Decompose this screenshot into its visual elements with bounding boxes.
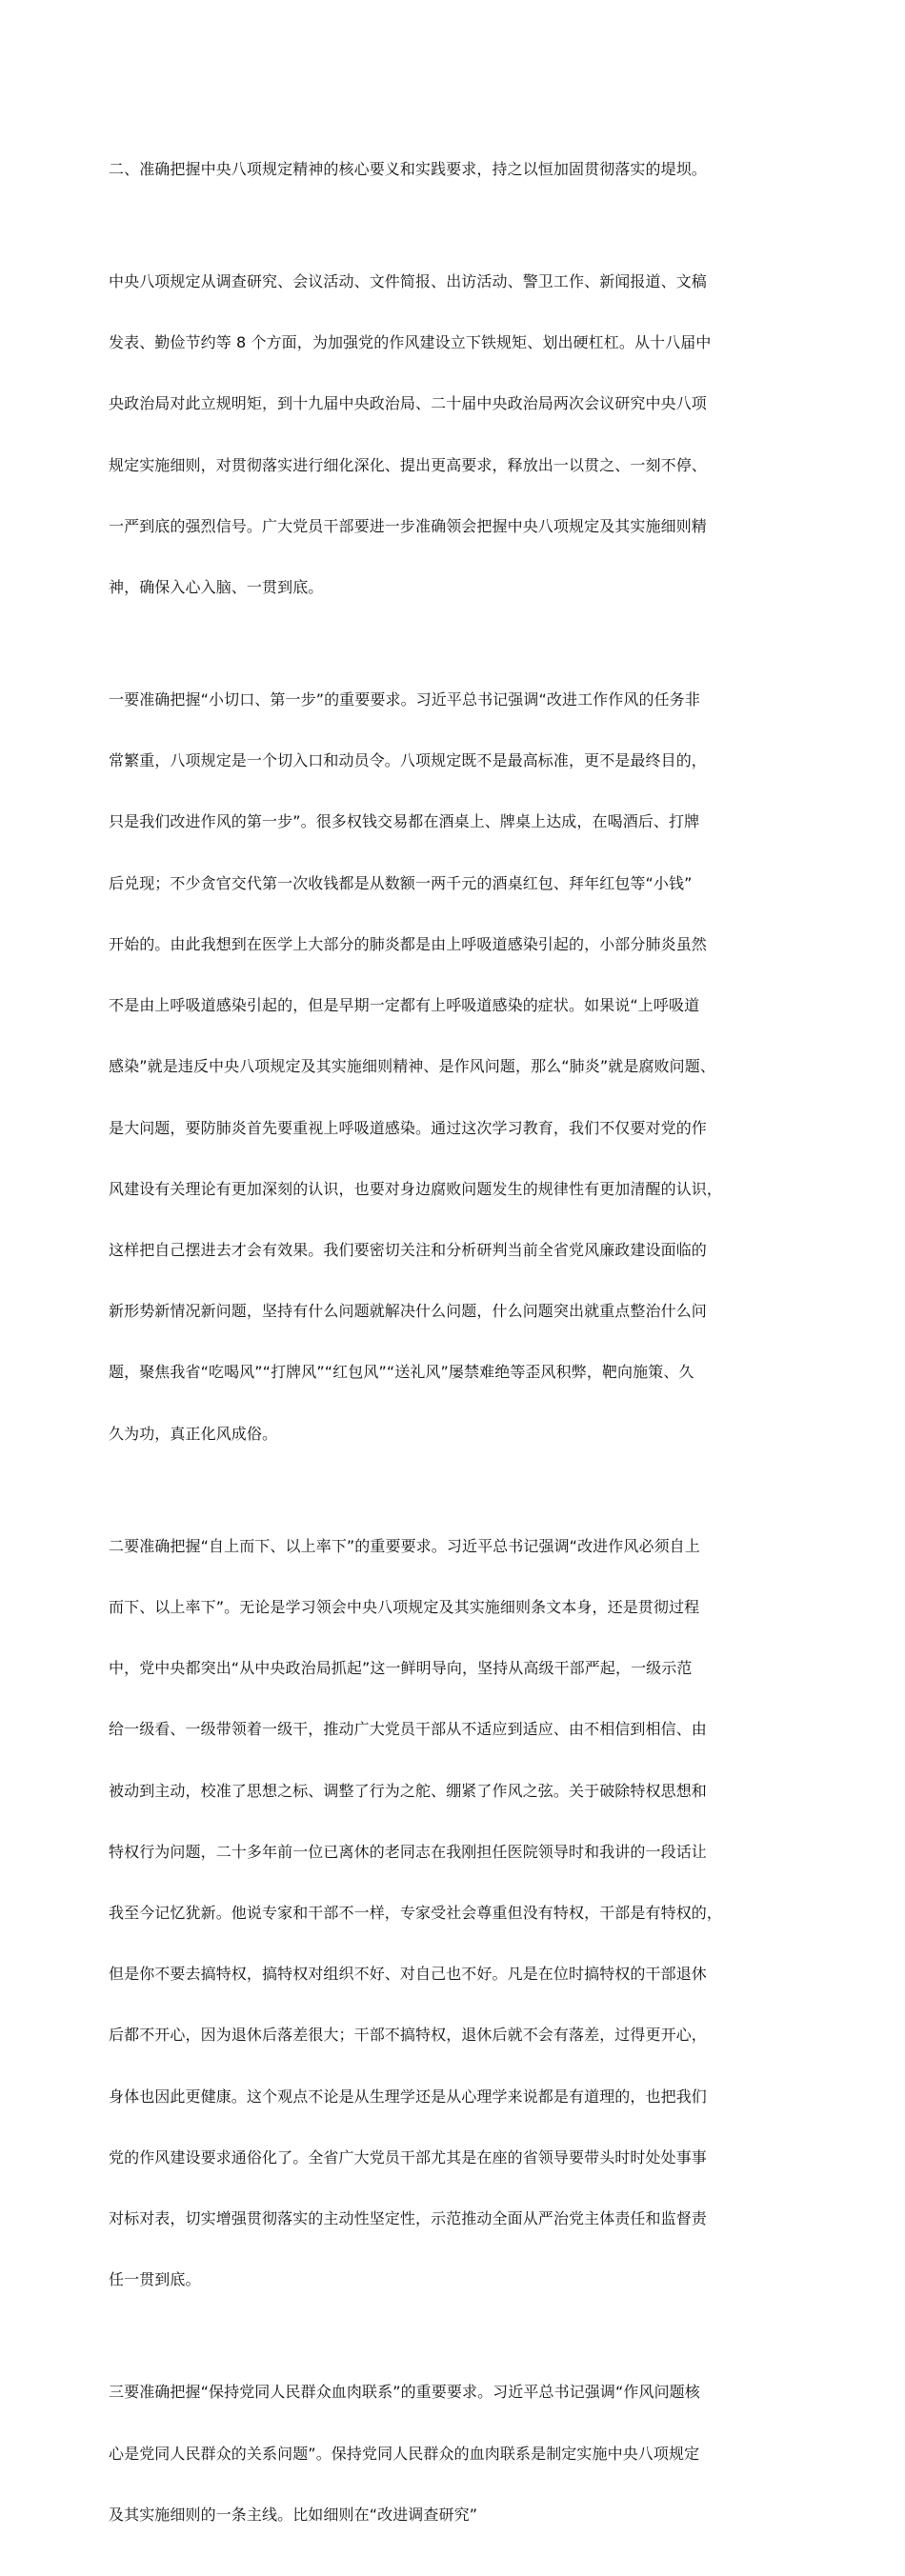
text-line: 中，党中央都突出“从中央政治局抓起”这一鲜明导向，坚持从高级干部严起，一级示范 <box>109 1659 693 1678</box>
paragraph-third-requirement <box>109 2341 818 2565</box>
text-line: 常繁重，八项规定是一个切入口和动员令。八项规定既不是最高标准，更不是最终目的， <box>109 751 707 770</box>
text-line: 但是你不要去搞特权，搞特权对组织不好、对自己也不好。凡是在位时搞特权的干部退休 <box>109 1965 707 1984</box>
text-line: 中央八项规定从调查研究、会议活动、文件简报、出访活动、警卫工作、新闻报道、文稿 <box>109 271 707 290</box>
text-line: 我至今记忆犹新。他说专家和干部不一样，专家受社会尊重但没有特权，干部是有特权的， <box>109 1903 723 1922</box>
text-line: 新形势新情况新问题，坚持有什么问题就解决什么问题，什么问题突出就重点整治什么问 <box>109 1302 707 1321</box>
text-line: 而下、以上率下”。无论是学习领会中央八项规定及其实施细则条文本身，还是贯彻过程 <box>109 1597 700 1616</box>
section-heading <box>109 118 818 220</box>
text-line: 后都不开心，因为退休后落差很大；干部不搞特权，退休后就不会有落差，过得更开心， <box>109 2026 707 2045</box>
text-line: 不是由上呼吸道感染引起的，但是早期一定都有上呼吸道感染的症状。如果说“上呼吸道 <box>109 996 700 1015</box>
text-line: 神，确保入心入脑、一贯到底。 <box>109 577 324 596</box>
text-line: 三要准确把握“保持党同人民群众血肉联系”的重要要求。习近平总书记强调“作风问题核 <box>109 2383 700 2402</box>
text-line: 是大问题，要防肺炎首先要重视上呼吸道感染。通过这次学习教育，我们不仅要对党的作 <box>109 1118 707 1137</box>
text-line: 题，聚焦我省“吃喝风”“打牌风”“红包风”“送礼风”屡禁难绝等歪风积弊，靶向施策、久 <box>109 1363 694 1382</box>
text-line: 心是党同人民群众的关系问题”。保持党同人民群众的血肉联系是制定实施中央八项规定 <box>109 2444 700 2463</box>
paragraph-intro <box>109 230 818 638</box>
text-line: 风建设有关理论有更加深刻的认识，也要对身边腐败问题发生的规律性有更加清醒的认识， <box>109 1179 723 1198</box>
text-line: 任一贯到底。 <box>109 2270 201 2289</box>
paragraph-first-requirement <box>109 649 818 1485</box>
text-line: 给一级看、一级带领着一级干，推动广大党员干部从不适应到适应、由不相信到相信、由 <box>109 1720 707 1739</box>
text-line: 对标对表，切实增强贯彻落实的主动性坚定性，示范推动全面从严治党主体责任和监督责 <box>109 2209 707 2228</box>
text-line: 二要准确把握“自上而下、以上率下”的重要要求。习近平总书记强调“改进作风必须自上 <box>109 1536 700 1555</box>
text-line: 党的作风建设要求通俗化了。全省广大党员干部尤其是在座的省领导要带头时时处处事事 <box>109 2147 707 2167</box>
text-line: 及其实施细则的一条主线。比如细则在“改进调查研究” <box>109 2505 478 2524</box>
text-line: 央政治局对此立规明矩，到十九届中央政治局、二十届中央政治局两次会议研究中央八项 <box>109 394 707 413</box>
document-body <box>109 118 818 2576</box>
text-line: 这样把自己摆进去才会有效果。我们要密切关注和分析研判当前全省党风廉政建设面临的 <box>109 1240 707 1259</box>
text-line: 感染”就是违反中央八项规定及其实施细则精神、是作风问题，那么“肺炎”就是腐败问题、 <box>109 1057 715 1076</box>
text-line: 久为功，真正化风成俗。 <box>109 1424 278 1443</box>
text-line: 二、准确把握中央八项规定精神的核心要义和实践要求，持之以恒加固贯彻落实的堤坝。 <box>109 159 707 178</box>
text-line: 身体也因此更健康。这个观点不论是从生理学还是从心理学来说都是有道理的，也把我们 <box>109 2087 707 2106</box>
text-line: 一严到底的强烈信号。广大党员干部要进一步准确领会把握中央八项规定及其实施细则精 <box>109 516 707 535</box>
text-line: 发表、勤俭节约等 8 个方面，为加强党的作风建设立下铁规矩、划出硬杠杠。从十八届中 <box>109 333 712 352</box>
text-line: 规定实施细则，对贯彻落实进行细化深化、提出更高要求，释放出一以贯之、一刻不停、 <box>109 455 707 474</box>
text-line: 特权行为问题，二十多年前一位已离休的老同志在我刚担任医院领导时和我讲的一段话让 <box>109 1842 707 1861</box>
text-line: 后兑现；不少贪官交代第一次收钱都是从数额一两千元的酒桌红包、拜年红包等“小钱” <box>109 873 693 892</box>
text-line: 开始的。由此我想到在医学上大部分的肺炎都是由上呼吸道感染引起的，小部分肺炎虽然 <box>109 934 707 953</box>
text-line: 只是我们改进作风的第一步”。很多权钱交易都在酒桌上、牌桌上达成，在喝酒后、打牌 <box>109 812 700 831</box>
text-line: 一要准确把握“小切口、第一步”的重要要求。习近平总书记强调“改进工作作风的任务非 <box>109 689 700 709</box>
paragraph-second-requirement <box>109 1495 818 2331</box>
text-line: 被动到主动，校准了思想之标、调整了行为之舵、绷紧了作风之弦。关于破除特权思想和 <box>109 1781 707 1800</box>
